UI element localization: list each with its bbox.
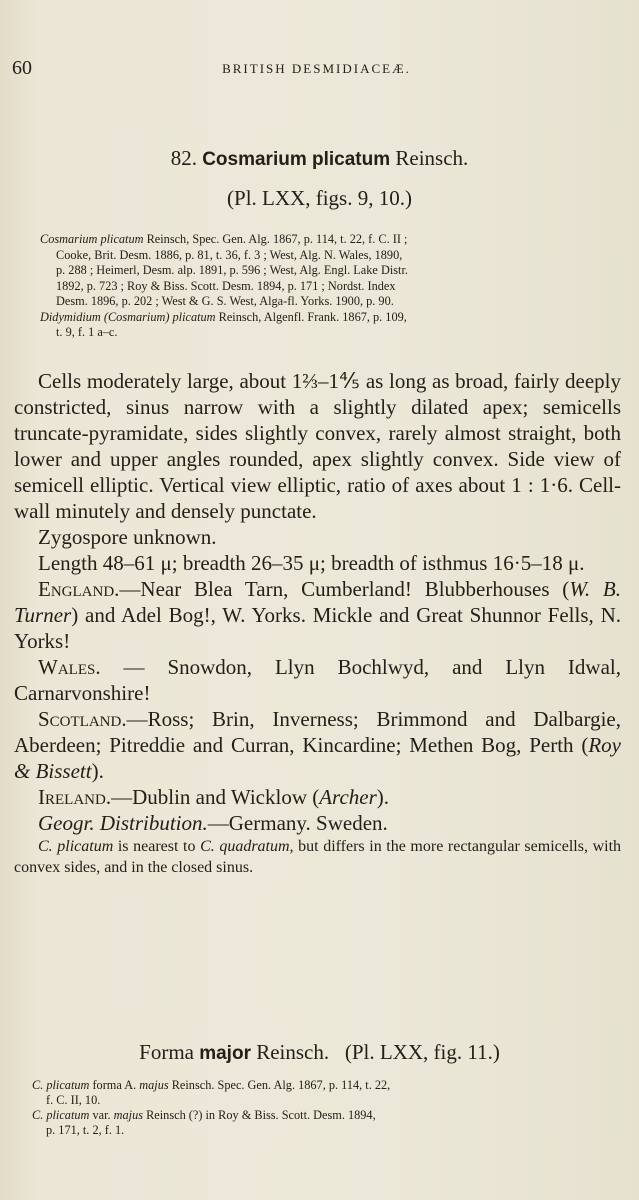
reference-cont: p. 288 ; Heimerl, Desm. alp. 1891, p. 596 ; West, Alg. Engl. Lake Distr. [56,263,408,277]
species-number: 82. [170,146,197,170]
reference-entry [40,232,621,310]
distribution-england: England.—Near Blea Tarn, Cumberland! Blubberhouses (W. B. Turner) and Adel Bog!, W. Yorks. Mickle and Great Shunnor Fells, N. Yorks! [14,577,621,653]
reference-taxon: Didymidium (Cosmarium) plicatum [40,309,216,324]
page-number: 60 [12,57,32,79]
reference-text: Reinsch, Algenfl. Frank. 1867, p. 109, [215,309,407,324]
reference-entry: C. plicatum forma A. majus Reinsch. Spec. Gen. Alg. 1867, p. 114, t. 22, f. C. II, 10. [32,1078,391,1107]
reference-cont: 1892, p. 723 ; Roy & Biss. Scott. Desm. 1894, p. 171 ; Nordst. Index [56,278,396,293]
species-description [14,368,621,878]
forma-plate: (Pl. LXX, fig. 11.) [344,1040,500,1064]
running-title: BRITISH DESMIDIACEÆ. [222,61,411,76]
description-paragraph: Cells moderately large, about 1⅔–1⅘ as long as broad, fairly deeply constricted, sinus narrow with a slightly dilated apex; semicells truncate-pyramidate, sides slightly convex, rarely almost straight, both lower and upper angles rounded, apex slightly convex. Side view of semicell elliptic. Vertical view elliptic, ratio of axes about 1 : 1·6. Cell-wall minutely and densely punctate. [14,369,621,523]
forma-name: major [199,1043,251,1064]
synonymy-references [40,232,621,341]
reference-cont: t. 9, f. 1 a–c. [56,325,118,339]
distribution-wales: Wales. — Snowdon, Llyn Bochlwyd, and Llyn Idwal, Carnarvonshire! [14,655,621,705]
reference-entry [40,310,621,341]
page-header [12,57,621,81]
distribution-geographic: Geogr. Distribution.—Germany. Sweden. [38,811,388,835]
species-author: Reinsch. [395,146,469,170]
species-plate: (Pl. LXX, figs. 9, 10.) [227,186,412,210]
comparison-note: C. plicatum is nearest to C. quadratum, but differs in the more rectangular semicells, with convex sides, and in the closed sinus. [14,838,622,876]
forma-heading: Forma major Reinsch. (Pl. LXX, fig. 11.) [139,1040,500,1064]
species-title [0,146,639,171]
forma-references [32,1078,621,1138]
species-name: Cosmarium plicatum [202,149,391,170]
reference-entry: C. plicatum var. majus Reinsch (?) in Roy & Biss. Scott. Desm. 1894, p. 171, t. 2, f. 1. [32,1108,376,1137]
reference-taxon: Cosmarium plicatum [40,232,144,246]
reference-text: Reinsch, Spec. Gen. Alg. 1867, p. 114, t. 22, f. C. II ; [143,232,408,246]
distribution-scotland: Scotland.—Ross; Brin, Inverness; Brimmond and Dalbargie, Aberdeen; Pitreddie and Curran, Kincardine; Methen Bog, Perth (Roy & Bissett). [14,707,621,783]
distribution-ireland: Ireland.—Dublin and Wicklow (Archer). [38,785,390,809]
reference-cont: Cooke, Brit. Desm. 1886, p. 81, t. 36, f. 3 ; West, Alg. N. Wales, 1890, [56,247,403,262]
zygospore-paragraph: Zygospore unknown. [38,525,217,549]
dimensions-paragraph: Length 48–61 μ; breadth 26–35 μ; breadth of isthmus 16·5–18 μ. [38,551,585,575]
reference-cont: Desm. 1896, p. 202 ; West & G. S. West, Alga-fl. Yorks. 1900, p. 90. [56,294,394,308]
